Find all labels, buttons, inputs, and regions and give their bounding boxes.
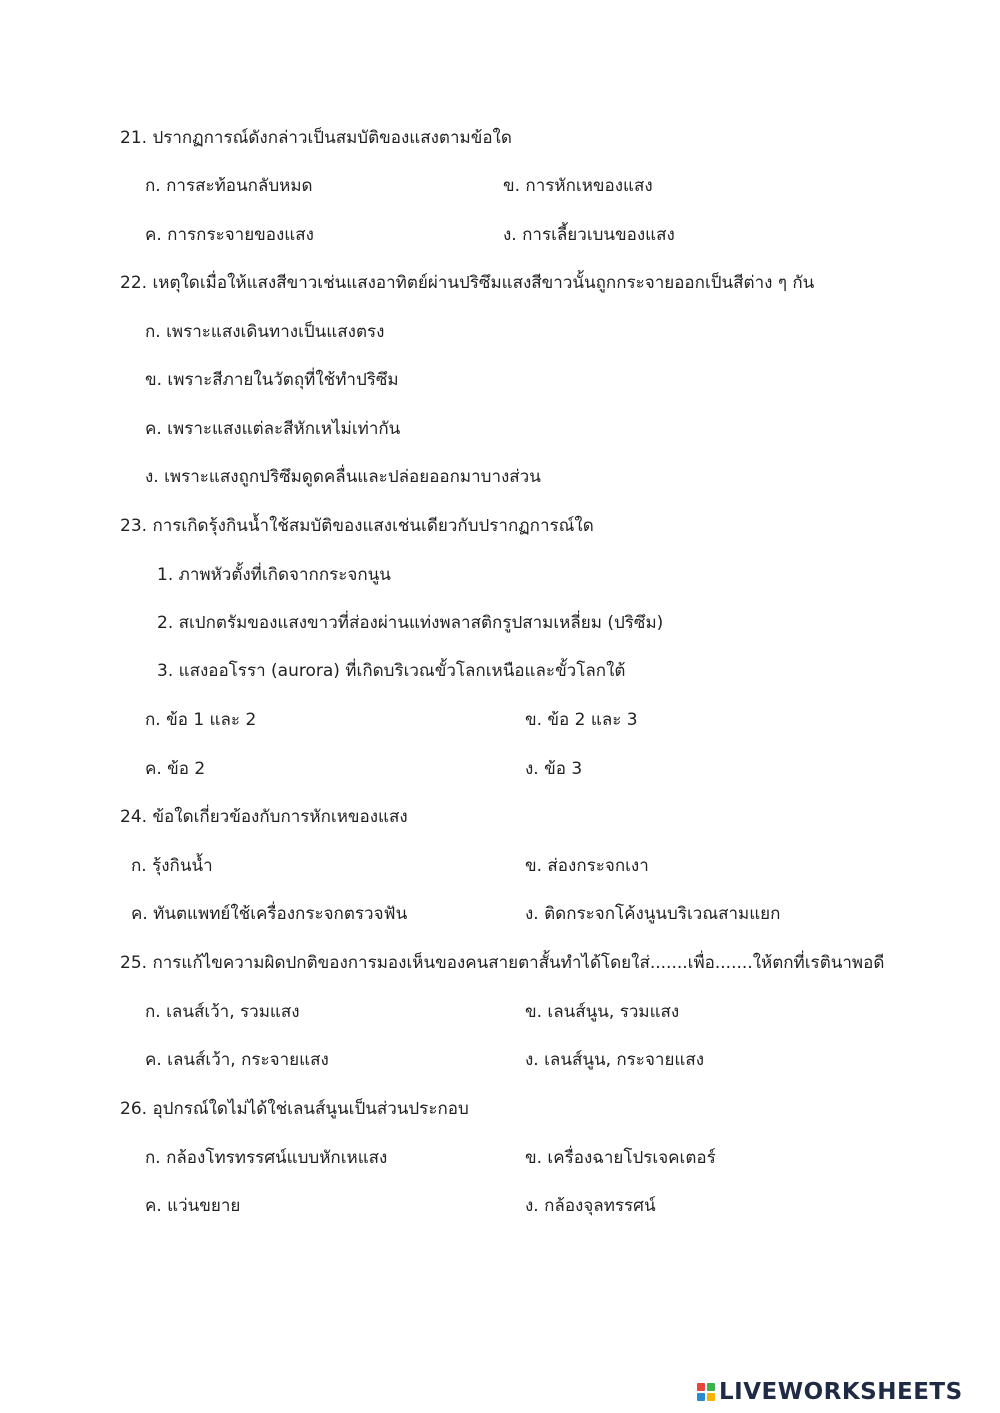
logo-blocks-icon: [697, 1383, 715, 1401]
question-25-choice-d[interactable]: ง. เลนส์นูน, กระจายแสง: [525, 1050, 705, 1070]
question-26-stem: 26. อุปกรณ์ใดไม่ได้ใช่เลนส์นูนเป็นส่วนประกอบ: [120, 1099, 469, 1119]
logo-block: [707, 1383, 715, 1391]
question-23-choice-d[interactable]: ง. ข้อ 3: [525, 759, 583, 779]
question-21-choice-c[interactable]: ค. การกระจายของแสง: [145, 225, 314, 245]
question-24-choice-c[interactable]: ค. ทันตแพทย์ใช้เครื่องกระจกตรวจฟัน: [131, 904, 408, 924]
question-26-choice-d[interactable]: ง. กล้องจุลทรรศน์: [525, 1196, 656, 1216]
question-25-choice-b[interactable]: ข. เลนส์นูน, รวมแสง: [525, 1002, 680, 1022]
question-22-choice-a[interactable]: ก. เพราะแสงเดินทางเป็นแสงตรง: [145, 322, 385, 342]
logo-brand-text: LIVEWORKSHEETS: [719, 1379, 963, 1405]
logo-block: [707, 1393, 715, 1401]
question-22-choice-d[interactable]: ง. เพราะแสงถูกปริซึมดูดคลื่นและปล่อยออกมาบางส่วน: [145, 467, 541, 487]
question-21-choice-d[interactable]: ง. การเลี้ยวเบนของแสง: [503, 225, 675, 245]
question-22-stem: 22. เหตุใดเมื่อให้แสงสีขาวเช่นแสงอาทิตย์ผ่านปริซึมแสงสีขาวนั้นถูกกระจายออกเป็นสีต่าง ๆ กัน: [120, 273, 815, 293]
question-21-choice-b[interactable]: ข. การหักเหของแสง: [503, 176, 653, 196]
question-25-stem: 25. การแก้ไขความผิดปกติของการมองเห็นของคนสายตาสั้นทำได้โดยใส่.......เพื่อ.......ให้ตกที่เรตินาพอดี: [120, 953, 885, 973]
question-22-choice-b[interactable]: ข. เพราะสีภายในวัตถุที่ใช้ทำปริซึม: [145, 370, 399, 390]
question-24-stem: 24. ข้อใดเกี่ยวข้องกับการหักเหของแสง: [120, 807, 408, 827]
question-23-stem: 23. การเกิดรุ้งกินน้ำใช้สมบัติของแสงเช่นเดียวกับปรากฏการณ์ใด: [120, 516, 594, 536]
question-24-choice-b[interactable]: ข. ส่องกระจกเงา: [525, 856, 649, 876]
liveworksheets-logo: [697, 1379, 963, 1405]
logo-block: [697, 1383, 705, 1391]
question-21-stem: 21. ปรากฏการณ์ดังกล่าวเป็นสมบัติของแสงตามข้อใด: [120, 128, 512, 148]
question-26-choice-a[interactable]: ก. กล้องโทรทรรศน์แบบหักเหแสง: [145, 1148, 388, 1168]
question-23-statement-1: 1. ภาพหัวตั้งที่เกิดจากกระจกนูน: [157, 565, 391, 585]
question-23-statement-3: 3. แสงออโรรา (aurora) ที่เกิดบริเวณขั้วโลกเหนือและขั้วโลกใต้: [157, 661, 626, 681]
question-24-choice-d[interactable]: ง. ติดกระจกโค้งนูนบริเวณสามแยก: [525, 904, 781, 924]
question-21-choice-a[interactable]: ก. การสะท้อนกลับหมด: [145, 176, 313, 196]
question-22-choice-c[interactable]: ค. เพราะแสงแต่ละสีหักเหไม่เท่ากัน: [145, 419, 401, 439]
question-26-choice-c[interactable]: ค. แว่นขยาย: [145, 1196, 241, 1216]
question-25-choice-a[interactable]: ก. เลนส์เว้า, รวมแสง: [145, 1002, 300, 1022]
question-23-statement-2: 2. สเปกตรัมของแสงขาวที่ส่องผ่านแท่งพลาสติกรูปสามเหลี่ยม (ปริซึม): [157, 613, 664, 633]
question-24-choice-a[interactable]: ก. รุ้งกินน้ำ: [131, 856, 213, 876]
question-23-choice-b[interactable]: ข. ข้อ 2 และ 3: [525, 710, 638, 730]
question-23-choice-a[interactable]: ก. ข้อ 1 และ 2: [145, 710, 257, 730]
logo-block: [697, 1393, 705, 1401]
question-25-choice-c[interactable]: ค. เลนส์เว้า, กระจายแสง: [145, 1050, 329, 1070]
question-23-choice-c[interactable]: ค. ข้อ 2: [145, 759, 206, 779]
question-26-choice-b[interactable]: ข. เครื่องฉายโปรเจคเตอร์: [525, 1148, 716, 1168]
